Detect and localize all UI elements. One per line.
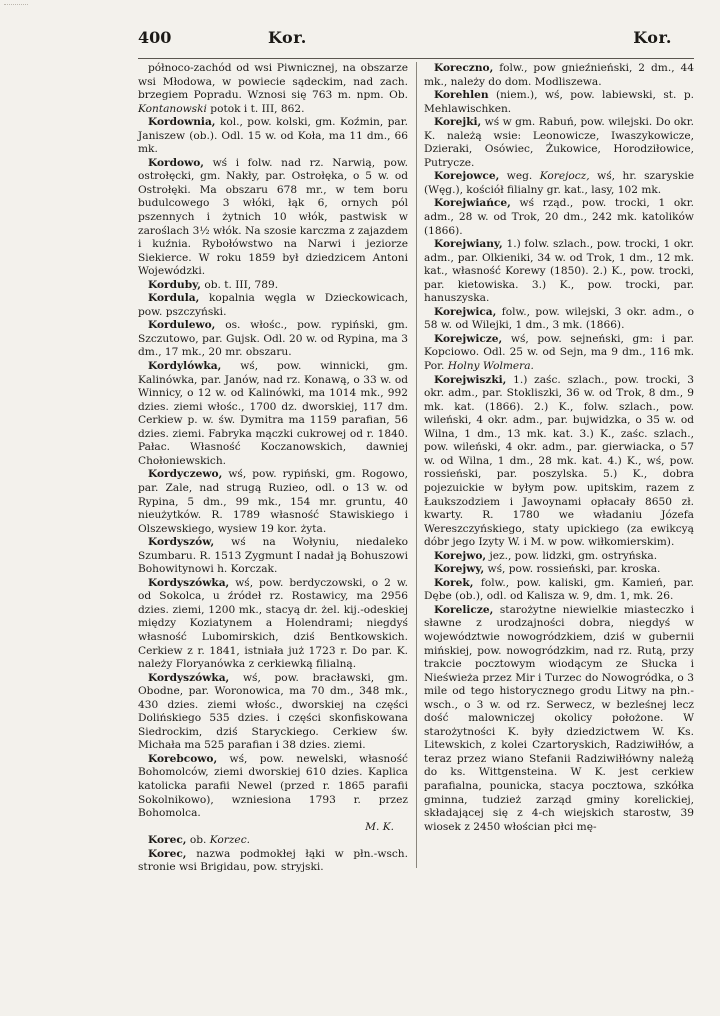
entry-text: wś, pow. rypiński, gm. Rogowo, par. Zale, nad strugą Ruzieo, odl. o 13 w. od Rypina, 5 dm., 99 mk., 154 mr. gruntu, 40 nieużytków. R. 1789 własność Stawiskiego i Olszewskiego, wysiew 19 kor. żyta.	[138, 468, 408, 535]
entry-text: wś, pow. berdyczowski, o 2 w. od Sokolca, u źródeł rz. Rostawicy, ma 2956 dzies. ziemi, 1200 mk., stacyą dr. żel. kij.-odeskiej między Koziatynem a Holendrami; niegdyś własność Lubomirskich, dziś Bentkowskich. Cerkiew z r. 1841, istniała już 1723 r. Do par. K. należy Floryanówka z cerkiewką filialną.	[138, 576, 408, 671]
dictionary-entry	[138, 319, 408, 360]
entry-text: folw., pow gnieźnieński, 2 dm., 44 mk., należy do dom. Modliszewa.	[424, 62, 694, 88]
dictionary-entry	[138, 116, 408, 157]
entry-headword: Kordyszówka,	[148, 671, 230, 684]
entry-text: jez., pow. lidzki, gm. ostryńska.	[486, 549, 658, 562]
dictionary-entry	[138, 360, 408, 468]
running-head-right: Kor.	[633, 28, 672, 47]
entry-text-tail: wś, hr. szaryskie (Węg.), kościół filialny gr. kat., lasy, 102 mk.	[424, 170, 694, 196]
dictionary-entry	[424, 577, 694, 604]
dictionary-entry	[424, 197, 694, 238]
entry-text-tail: potok i t. III, 862.	[206, 102, 305, 115]
entry-signature: M. K.	[365, 820, 394, 833]
dictionary-entry	[424, 62, 694, 89]
dictionary-entry	[138, 834, 408, 848]
entry-headword: Korejwo,	[434, 549, 487, 562]
dictionary-entry	[424, 604, 694, 834]
entry-headword: Kordula,	[148, 292, 200, 305]
entry-headword: Kordyczewo,	[148, 468, 223, 481]
entry-headword: Kordylówka,	[148, 360, 222, 373]
entry-text: wś i folw. nad rz. Narwią, pow. ostrołęcki, gm. Nakły, par. Ostrołęka, o 5 w. od Ostrołęki. Ma obszaru 678 mr., w tem boru budulcowego 3 włóki, łąk 6, ornych pól pszennych i żytnich 10 włók, pastwisk w zaroślach 3½ włók. Na szosie karczma z zajazdem i kuźnia. Rybołówstwo na Narwi i jeziorze Siekierce. W roku 1859 był dziedzicem Antoni Wojewódzki.	[138, 156, 408, 278]
running-head-left: Kor.	[268, 28, 307, 47]
dictionary-entry	[424, 238, 694, 306]
entry-headword: Kordulewo,	[148, 319, 216, 332]
entry-text: wś, pow. sejneński, gm: i par. Kopciowo. Odl. 25 w. od Sejn, ma 9 dm., 116 mk. Por.	[424, 332, 694, 373]
dictionary-entry	[138, 577, 408, 672]
entry-headword: Kordownia,	[148, 116, 216, 129]
entry-headword: Kordyszówka,	[148, 576, 230, 589]
entry-headword: Korek,	[434, 576, 474, 589]
entry-text: folw., pow. wilejski, 3 okr. adm., o 58 w. od Wilejki, 1 dm., 3 mk. (1866).	[424, 305, 694, 332]
entry-headword: Koreczno,	[434, 62, 494, 74]
margin-mark	[4, 4, 28, 17]
dictionary-entry	[424, 116, 694, 170]
entry-text: wś w gm. Rabuń, pow. wilejski. Do okr. K. należą wsie: Leonowicze, Iwaszykowicze, Dzieraki, Osówiec, Żukowice, Horodziłowice, Putrycze.	[424, 116, 694, 169]
dictionary-entry	[424, 563, 694, 577]
entry-text: nazwa podmokłej łąki w płn.-wsch. stronie wsi Brigidau, pow. stryjski.	[138, 847, 408, 874]
entry-headword: Korejwicze,	[434, 332, 503, 345]
entry-text: ob. t. III, 789.	[200, 278, 279, 291]
entry-headword: Korejwiańce,	[434, 197, 511, 210]
entry-text: (niem.), wś, pow. labiewski, st. p. Mehlawischken.	[424, 89, 694, 115]
entry-text: kopalnia węgla w Dzieckowicach, pow. pszczyński.	[138, 292, 408, 318]
dictionary-entry	[424, 550, 694, 564]
dictionary-entry	[138, 279, 408, 293]
entry-text: 1.) folw. szlach., pow. trocki, 1 okr. adm., par. Olkieniki, 34 w. od Trok, 1 dm., 12 mk. kat., własność Korewy (1850). 2.) K., pow. trocki, par. kietowiska. 3.) K., pow. trocki, par. hanuszyska.	[424, 238, 694, 305]
entry-text: wś na Wołyniu, niedaleko Szumbaru. R. 1513 Zygmunt I nadał ją Bohuszowi Bohowitynowi h. Korczak.	[138, 536, 408, 576]
dictionary-entry	[138, 157, 408, 279]
entry-headword: Korejwiany,	[434, 238, 503, 251]
page-number: 400	[138, 28, 172, 47]
dictionary-entry	[424, 374, 694, 550]
entry-headword: Korejki,	[434, 116, 482, 129]
entry-headword: Korejwica,	[434, 305, 497, 318]
entry-italic: Korejocz,	[539, 170, 590, 183]
entry-text: wś rząd., pow. trocki, 1 okr. adm., 28 w. od Trok, 20 dm., 242 mk. katolików (1866).	[424, 197, 694, 237]
dictionary-entry	[138, 848, 408, 875]
entry-text: os. włośc., pow. rypiński, gm. Szczutowo, par. Gujsk. Odl. 20 w. od Rypina, ma 3 dm., 17 mk., 20 mr. obszaru.	[138, 319, 408, 359]
entry-headword: Korelicze,	[434, 603, 494, 616]
entry-text: folw., pow. kaliski, gm. Kamień, par. Dębe (ob.), odl. od Kalisza w. 9, dm. 1, mk. 26.	[424, 576, 694, 603]
header-rule	[138, 58, 694, 59]
dictionary-entry	[424, 170, 694, 197]
entry-headword: Korebcowo,	[148, 752, 218, 765]
entry-headword: Korejwy,	[434, 563, 485, 576]
entry-headword: Kordyszów,	[148, 536, 215, 549]
dictionary-entry	[138, 672, 408, 753]
page-header	[138, 28, 694, 52]
entry-text: 1.) zaśc. szlach., pow. trocki, 3 okr. adm., par. Stokliszki, 36 w. od Trok, 8 dm., 9 mk. kat. (1866). 2.) K., folw. szlach., pow. wileński, 4 okr. adm., par. bujwidzka, o 35 w. od Wilna, 1 dm., 13 mk. kat. 3.) K., zaśc. szlach., pow. wileński, 4 okr. adm., par. gierwiacka, o 57 w. od Wilna, 1 dm., 28 mk. kat. 4.) K., wś, pow. rossieński, par. poszylska. 5.) K., dobra pojezuickie w byłym pow. upitskim, razem z Łaukszodziem i Jawoynami opłacały 8650 zł. kwarty. R. 1780 we władaniu Józefa Wereszczyńskiego, staty upickiego (za ewikcyą dóbr jego Izyty W. i M. w pow. wiłkomierskim).	[424, 373, 694, 549]
entry-text: wś, pow. newelski, własność Bohomolców, ziemi dworskiej 610 dzies. Kaplica katolicka parafii Newel (przed r. 1865 parafii Sokolnikowo), wzniesiona 1793 r. przez Bohomolca.	[138, 752, 408, 820]
entry-text: starożytne niewielkie miasteczko i sławne z urodzajności dobra, niegdyś w województwie nowogródzkiem, dziś w gubernii mińskiej, pow. nowogródzkim, nad rz. Rutą, przy trakcie pocztowym wiodącym ze Słucka i Nieświeża przez Mir i Turzec do Nowogródka, o 3 mile od tego historycznego grodu Litwy na płn.-wsch., o 3 w. od rz. Serwecz, w bezleśnej lecz dość malowniczej okolicy położone. W starożytności K. były dziedzictwem W. Ks. Litewskich, z kolei Czartoryskich, Radziwiłłów, a teraz przez wiano Stefanii Radziwiłłówny należą do ks. Wittgensteina. W K. jest cerkiew parafialna, pounicka, stacya pocztowa, szkółka gminna, tudzież zarząd gminy korelickiej, składającej się z 4-ch wiejskich starostw, 39 wiosek z 2450 włościan płci mę-	[424, 603, 694, 833]
column-divider	[416, 62, 417, 868]
dictionary-entry	[138, 536, 408, 577]
left-column	[138, 62, 408, 875]
entry-italic: Kontanowski	[138, 102, 207, 115]
entry-text: ob.	[186, 834, 210, 847]
entry-text: północo-zachód od wsi Piwnicznej, na obszarze wsi Młodowa, w powiecie sądeckim, nad zach. brzegiem Popradu. Wznosi się 763 m. npm. Ob.	[138, 62, 408, 102]
dictionary-entry	[138, 62, 408, 116]
entry-headword: Korejowce,	[434, 170, 500, 183]
dictionary-entry	[138, 468, 408, 536]
entry-text: kol., pow. kolski, gm. Koźmin, par. Janiszew (ob.). Odl. 15 w. od Koła, ma 11 dm., 66 mk.	[138, 116, 408, 156]
entry-headword: Korduby,	[148, 278, 201, 291]
dictionary-entry	[424, 89, 694, 116]
entry-text: wś, pow. winnicki, gm. Kalinówka, par. Janów, nad rz. Konawą, o 33 w. od Winnicy, o 12 w. od Kalinówki, ma 1014 mk., 992 dzies. ziemi włośc., 1700 dz. dworskiej, 117 dm. Cerkiew p. w. św. Dymitra ma 1159 parafian, 56 dzies. ziemi. Fabryka mączki cukrowej od r. 1840. Pałac. Własność Koczanowskich, dawniej Chołoniewskich.	[138, 360, 408, 467]
entry-headword: Korec,	[148, 834, 187, 847]
entry-text: wś, pow. bracławski, gm. Obodne, par. Woronowica, ma 70 dm., 348 mk., 430 dzies. ziemi włośc., dworskiej na części Dolińskiego 535 dzies. i części skonfiskowana Siedrockim, dziś Staryckiego. Cerkiew św. Michała ma 525 parafian i 38 dzies. ziemi.	[138, 671, 408, 752]
entry-headword: Korehlen	[434, 89, 489, 102]
entry-headword: Korec,	[148, 847, 187, 860]
entry-headword: Kordowo,	[148, 156, 204, 169]
right-column	[424, 62, 694, 834]
dictionary-entry	[138, 292, 408, 319]
entry-headword: Korejwiszki,	[434, 373, 507, 386]
dictionary-entry	[424, 333, 694, 374]
dictionary-entry	[424, 306, 694, 333]
entry-text: weg.	[499, 170, 540, 183]
entry-italic: Holny Wolmera.	[447, 360, 534, 373]
dictionary-entry	[138, 753, 408, 834]
entry-text: wś, pow. rossieński, par. kroska.	[484, 563, 661, 576]
entry-italic: Korzec.	[209, 834, 251, 847]
